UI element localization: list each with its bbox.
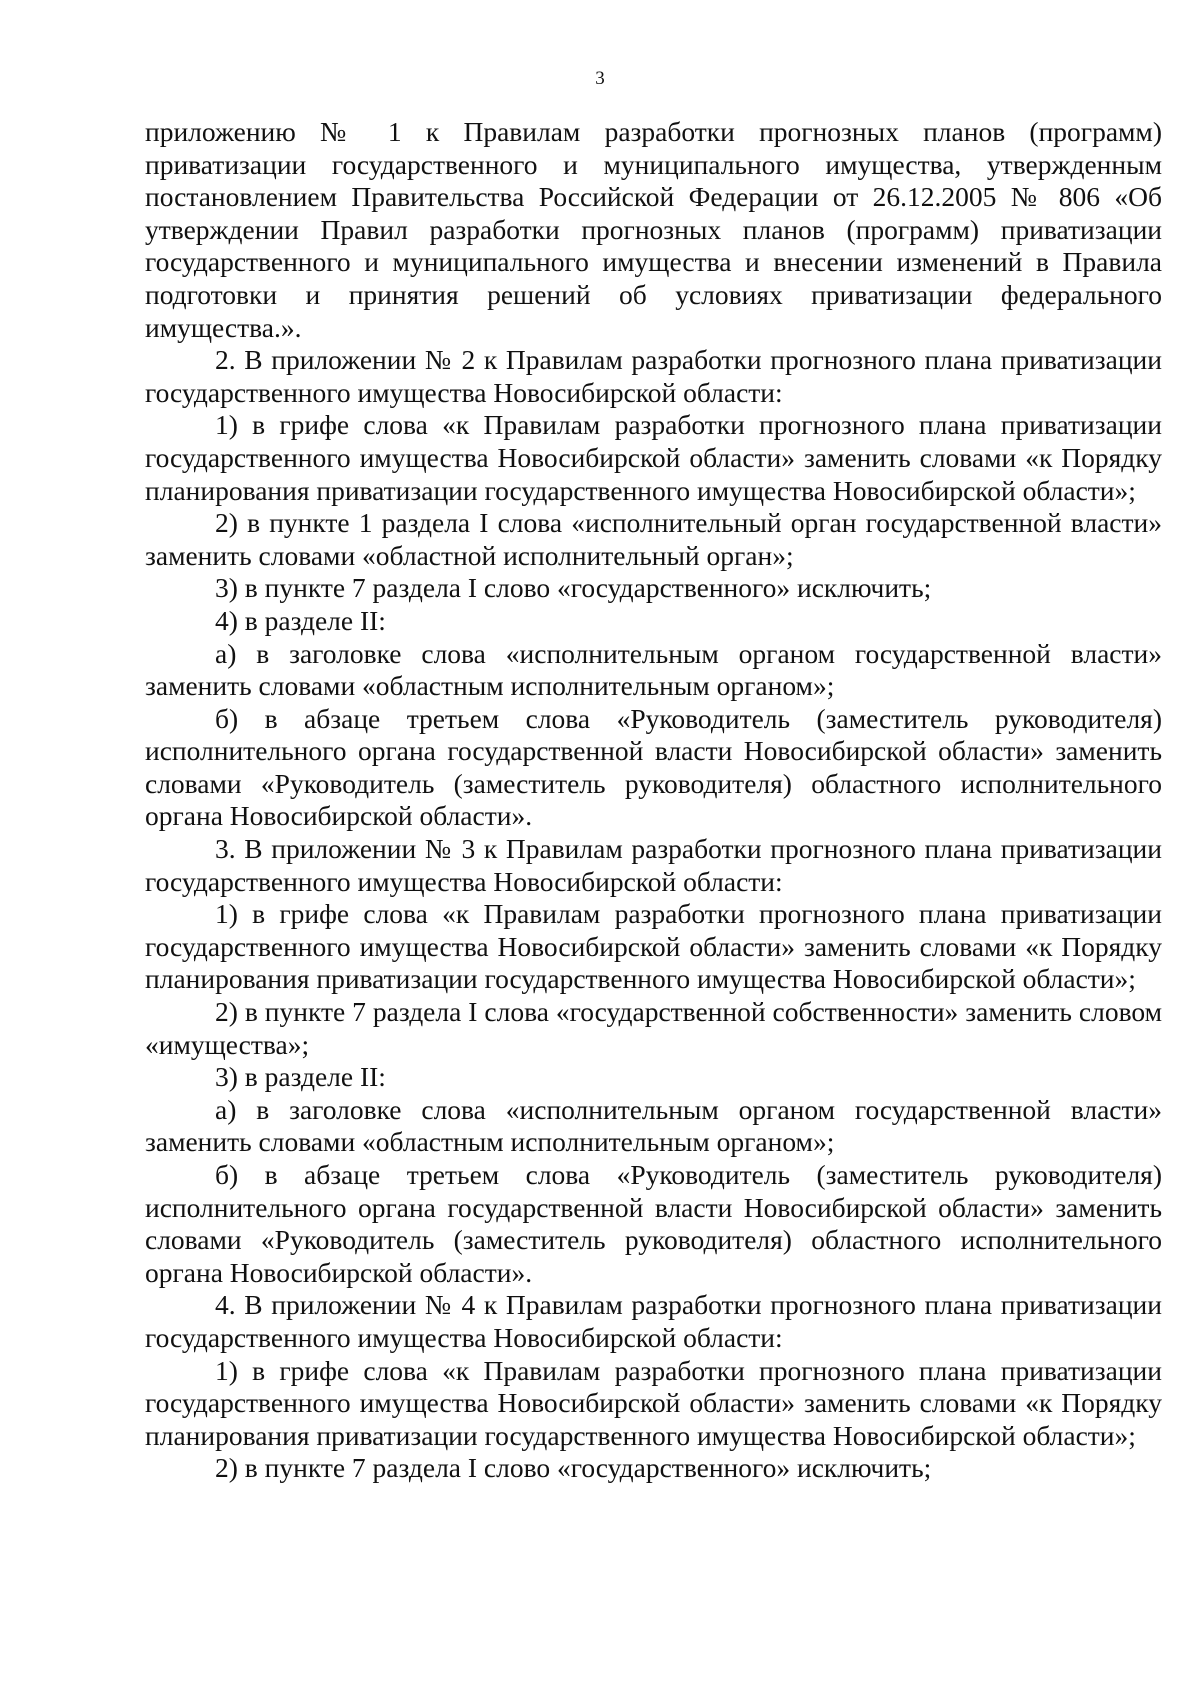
paragraph: 1) в грифе слова «к Правилам разработки прогнозного плана приватизации государственного имущества Новосибирской области» заменить словами «к Порядку планирования приватизации государственного имущества Новосибирской области»; <box>145 409 1162 506</box>
paragraph: б) в абзаце третьем слова «Руководитель (заместитель руководителя) исполнительного органа государственной власти Новосибирской области» заменить словами «Руководитель (заместитель руководителя) областного исполнительного органа Новосибирской области». <box>145 702 1162 832</box>
paragraph: 4. В приложении № 4 к Правилам разработки прогнозного плана приватизации государственного имущества Новосибирской области: <box>145 1289 1162 1353</box>
paragraph: а) в заголовке слова «исполнительным органом государственной власти» заменить словами «областным исполнительным органом»; <box>145 1093 1162 1158</box>
paragraph: а) в заголовке слова «исполнительным органом государственной власти» заменить словами «областным исполнительным органом»; <box>145 637 1162 702</box>
paragraph: 1) в грифе слова «к Правилам разработки прогнозного плана приватизации государственного имущества Новосибирской области» заменить словами «к Порядку планирования приватизации государственного имущества Новосибирской области»; <box>145 898 1162 995</box>
paragraph: б) в абзаце третьем слова «Руководитель (заместитель руководителя) исполнительного органа государственной власти Новосибирской области» заменить словами «Руководитель (заместитель руководителя) областного исполнительного органа Новосибирской области». <box>145 1159 1162 1288</box>
paragraph: 2) в пункте 1 раздела I слова «исполнительный орган государственной власти» заменить словами «областной исполнительный орган»; <box>145 507 1162 571</box>
paragraph: 4) в разделе II: <box>215 604 386 636</box>
paragraph: приложению № 1 к Правилам разработки прогнозных планов (программ) приватизации государственного и муниципального имущества, утвержденным постановлением Правительства Российской Федерации от 26.12.2005 № 806 «Об утверждении Правил разработки прогнозных планов (программ) приватизации государственного и муниципального имущества и внесении изменений в Правила подготовки и принятия решений об условиях приватизации федерального имущества.». <box>145 116 1162 343</box>
paragraph: 3. В приложении № 3 к Правилам разработки прогнозного плана приватизации государственного имущества Новосибирской области: <box>145 833 1162 897</box>
document-body <box>145 116 1162 1485</box>
paragraph: 2) в пункте 7 раздела I слова «государственной собственности» заменить словом «имущества»; <box>145 996 1162 1060</box>
page-number: 3 <box>595 68 605 89</box>
paragraph: 3) в пункте 7 раздела I слово «государственного» исключить; <box>215 572 932 604</box>
paragraph: 1) в грифе слова «к Правилам разработки прогнозного плана приватизации государственного имущества Новосибирской области» заменить словами «к Порядку планирования приватизации государственного имущества Новосибирской области»; <box>145 1354 1162 1451</box>
paragraph: 2. В приложении № 2 к Правилам разработки прогнозного плана приватизации государственного имущества Новосибирской области: <box>145 344 1162 408</box>
paragraph: 3) в разделе II: <box>215 1061 386 1093</box>
paragraph: 2) в пункте 7 раздела I слово «государственного» исключить; <box>215 1452 932 1484</box>
